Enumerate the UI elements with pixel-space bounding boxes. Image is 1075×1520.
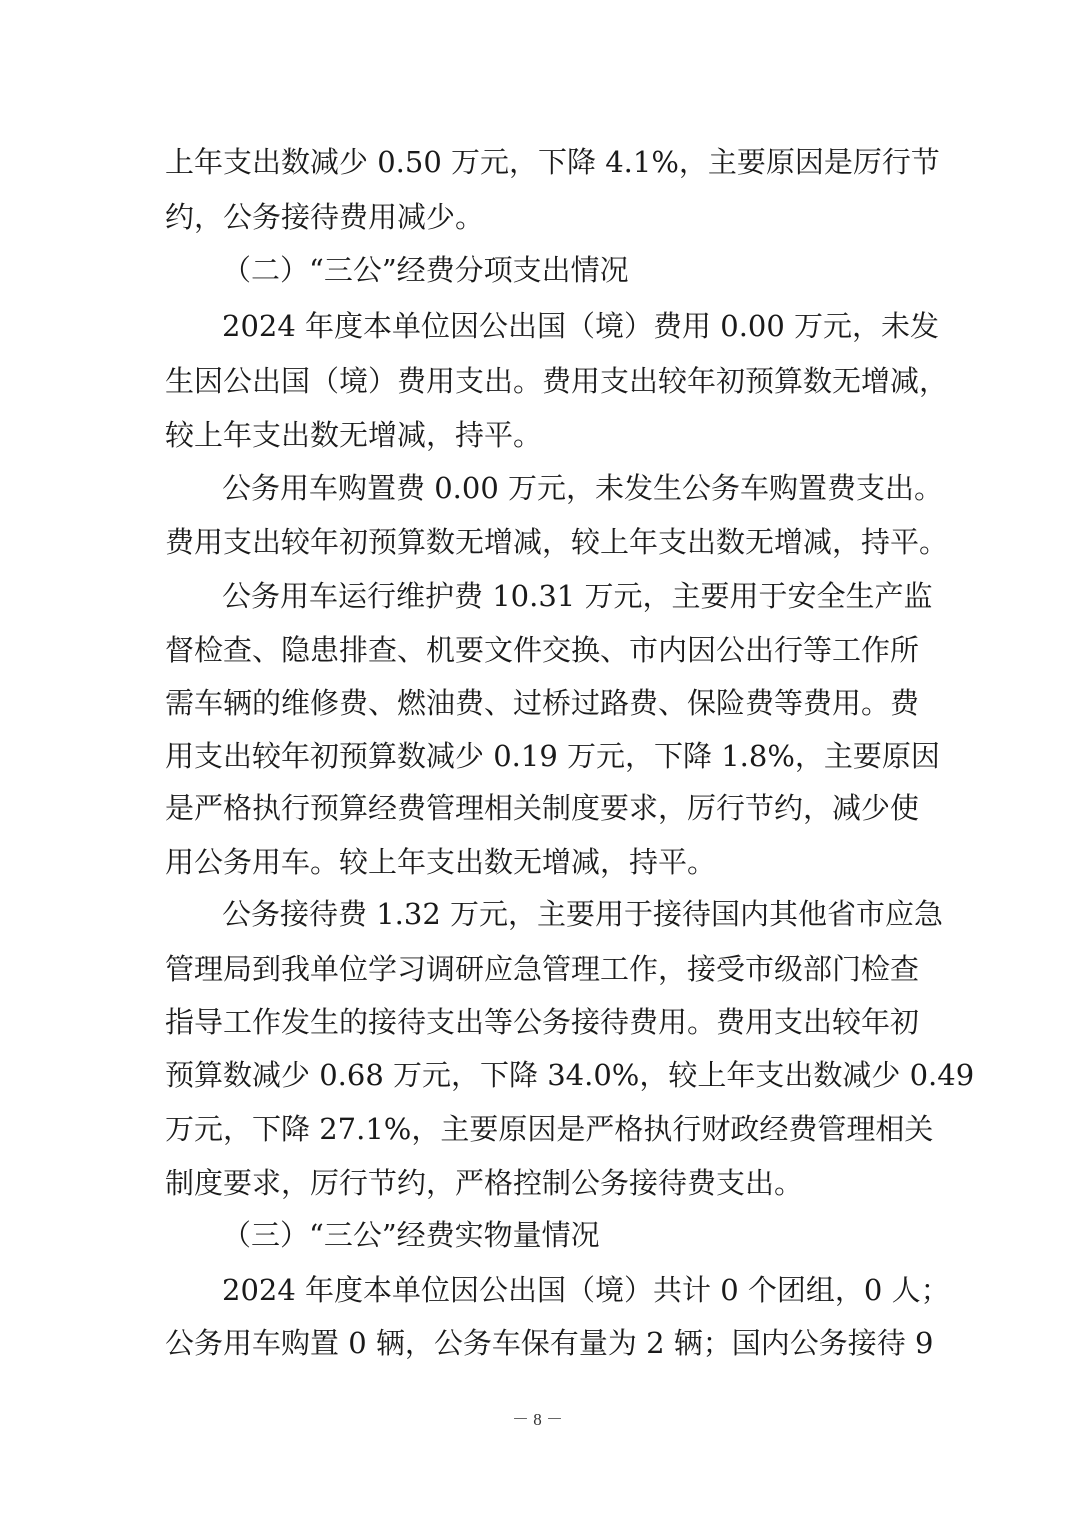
text-line: 是严格执行预算经费管理相关制度要求，厉行节约，减少使 <box>165 791 920 825</box>
text-line: 约，公务接待费用减少。 <box>165 200 485 234</box>
text-line: 制度要求，厉行节约，严格控制公务接待费支出。 <box>165 1166 804 1200</box>
text-line: 万元，下降 27.1%，主要原因是严格执行财政经费管理相关 <box>165 1112 934 1146</box>
text-line: 公务用车购置费 0.00 万元，未发生公务车购置费支出。 <box>222 471 944 505</box>
text-line: 公务用车运行维护费 10.31 万元，主要用于安全生产监 <box>222 579 933 613</box>
text-line: 生因公出国（境）费用支出。费用支出较年初预算数无增减， <box>165 364 949 398</box>
text-line: 2024 年度本单位因公出国（境）共计 0 个团组，0 人； <box>222 1273 950 1307</box>
text-line: 需车辆的维修费、燃油费、过桥过路费、保险费等费用。费 <box>165 686 920 720</box>
text-line: 费用支出较年初预算数无增减，较上年支出数无增减，持平。 <box>165 525 949 559</box>
section-heading: （三）“三公”经费实物量情况 <box>222 1218 600 1252</box>
section-heading: （二）“三公”经费分项支出情况 <box>222 253 629 287</box>
text-line: 公务接待费 1.32 万元，主要用于接待国内其他省市应急 <box>222 897 944 931</box>
text-line: 用支出较年初预算数减少 0.19 万元，下降 1.8%，主要原因 <box>165 739 940 773</box>
text-line: 督检查、隐患排查、机要文件交换、市内因公出行等工作所 <box>165 633 920 667</box>
text-line: 管理局到我单位学习调研应急管理工作，接受市级部门检查 <box>165 952 920 986</box>
text-line: 上年支出数减少 0.50 万元，下降 4.1%，主要原因是厉行节 <box>165 145 940 179</box>
text-line: 预算数减少 0.68 万元，下降 34.0%，较上年支出数减少 0.49 <box>165 1058 975 1092</box>
text-line: 指导工作发生的接待支出等公务接待费用。费用支出较年初 <box>165 1005 920 1039</box>
text-line: 2024 年度本单位因公出国（境）费用 0.00 万元，未发 <box>222 309 940 343</box>
text-line: 用公务用车。较上年支出数无增减，持平。 <box>165 845 717 879</box>
text-line: 公务用车购置 0 辆，公务车保有量为 2 辆；国内公务接待 9 <box>165 1326 934 1360</box>
text-line: 较上年支出数无增减，持平。 <box>165 418 543 452</box>
page-number: － 8 － <box>512 1410 563 1429</box>
